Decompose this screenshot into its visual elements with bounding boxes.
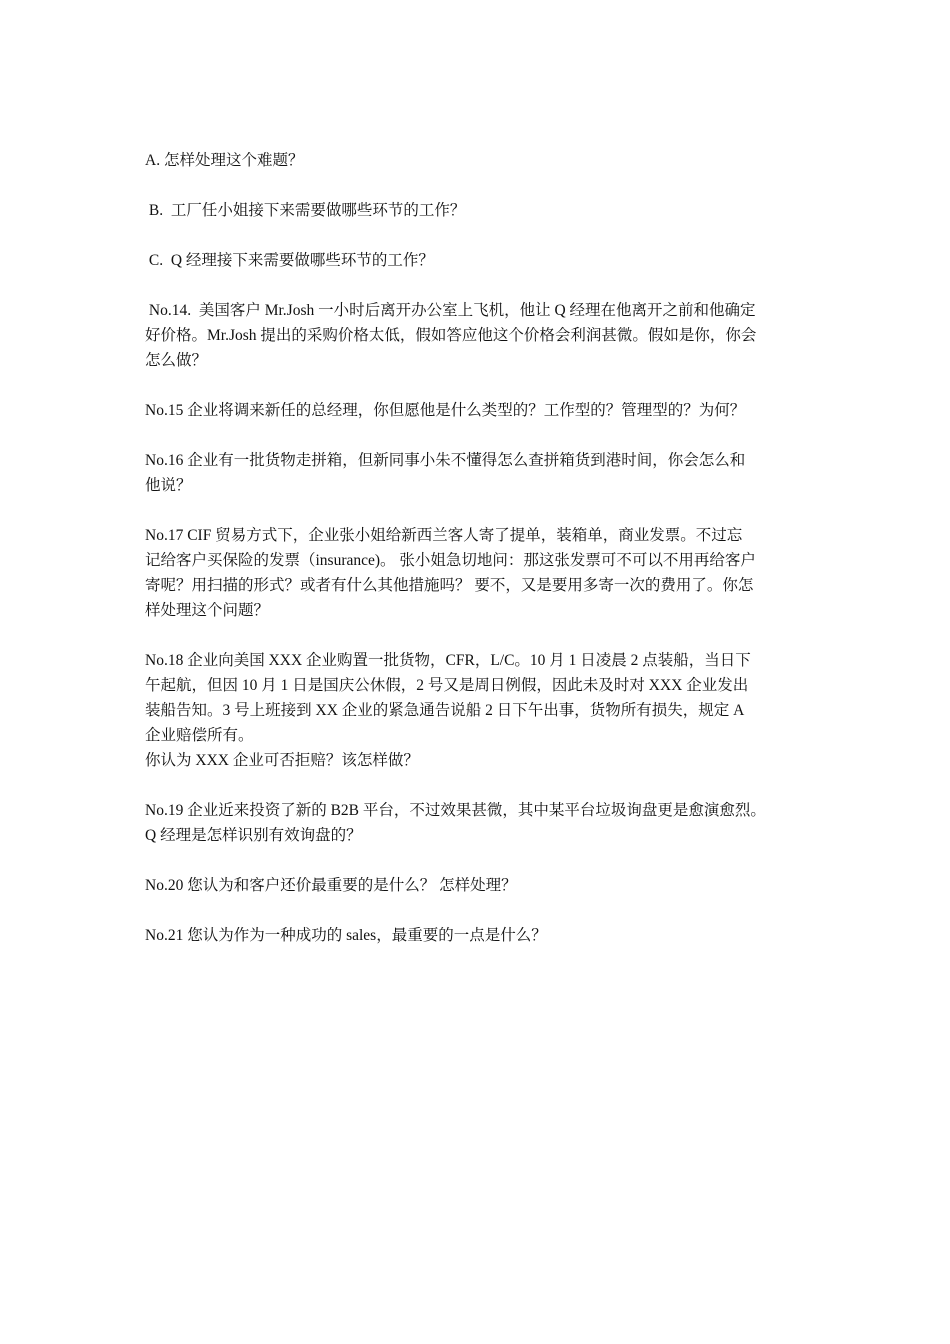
text-line: 寄呢？用扫描的形式？或者有什么其他措施吗？ 要不，又是要用多寄一次的费用了。你怎 [145,577,754,594]
text-line: C. Q 经理接下来需要做哪些环节的工作？ [145,252,434,269]
text-line: B. 工厂任小姐接下来需要做哪些环节的工作？ [145,202,466,219]
question-no19 [145,798,825,848]
text-line: No.19 企业近来投资了新的 B2B 平台，不过效果甚微，其中某平台垃圾询盘更是愈演愈烈。 [145,802,766,819]
text-line: 装船告知。3 号上班接到 XX 企业的紧急通告说船 2 日下午出事，货物所有损失，规定 A [145,702,745,719]
question-no18 [145,648,825,773]
text-line: No.20 您认为和客户还价最重要的是什么？ 怎样处理？ [145,877,517,894]
text-line: No.17 CIF 贸易方式下，企业张小姐给新西兰客人寄了提单，装箱单，商业发票。不过忘 [145,527,743,544]
question-no21 [145,923,825,948]
text-line: 怎么做？ [145,352,208,369]
text-line: 记给客户买保险的发票（insurance)。 张小姐急切地问：那这张发票可不可以不用再给客户 [145,552,756,569]
question-no17 [145,523,825,623]
text-line: 好价格。Mr.Josh 提出的采购价格太低，假如答应他这个价格会利润甚微。假如是你，你会 [145,327,757,344]
question-no14 [145,298,825,373]
text-line: No.14. 美国客户 Mr.Josh 一小时后离开办公室上飞机，他让 Q 经理在他离开之前和他确定 [145,302,756,319]
question-no16 [145,448,825,498]
question-c [145,248,825,273]
text-line: No.18 企业向美国 XXX 企业购置一批货物，CFR，L/C。10 月 1 日凌晨 2 点装船，当日下 [145,652,751,669]
text-line: 午起航，但因 10 月 1 日是国庆公休假，2 号又是周日例假，因此未及时对 XXX 企业发出 [145,677,749,694]
text-line: 样处理这个问题？ [145,602,270,619]
text-line: No.15 企业将调来新任的总经理，你但愿他是什么类型的？工作型的？管理型的？为何？ [145,402,746,419]
question-b [145,198,825,223]
text-line: 他说？ [145,477,192,494]
text-line: A. 怎样处理这个难题？ [145,152,304,169]
text-line: 企业赔偿所有。 [145,727,254,744]
text-line: Q 经理是怎样识别有效询盘的？ [145,827,362,844]
question-a [145,148,825,173]
question-no20 [145,873,825,898]
document-body [145,148,825,973]
question-no15 [145,398,825,423]
text-line: 你认为 XXX 企业可否拒赔？该怎样做？ [145,752,419,769]
text-line: No.16 企业有一批货物走拼箱，但新同事小朱不懂得怎么查拼箱货到港时间，你会怎么和 [145,452,746,469]
text-line: No.21 您认为作为一种成功的 sales，最重要的一点是什么？ [145,927,547,944]
